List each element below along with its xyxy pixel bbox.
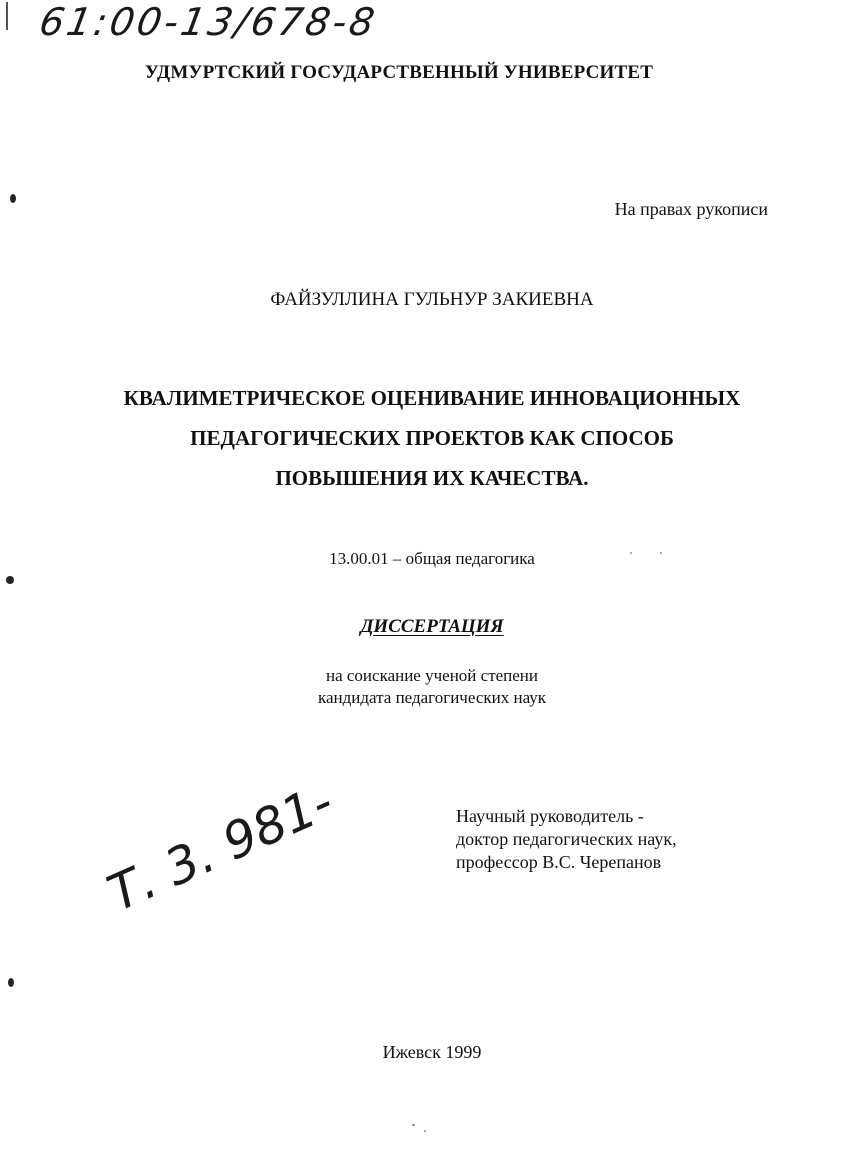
supervisor-line: доктор педагогических наук, <box>456 829 677 849</box>
degree-line: кандидата педагогических наук <box>317 688 547 707</box>
degree-statement <box>0 665 864 709</box>
dissertation-title <box>60 378 804 498</box>
degree-line: на соискание ученой степени <box>325 666 539 685</box>
supervisor-block <box>456 805 677 874</box>
handwritten-inventory-note <box>99 772 342 930</box>
title-line: ПЕДАГОГИЧЕСКИХ ПРОЕКТОВ КАК СПОСОБ <box>190 426 674 450</box>
punch-hole-mark <box>8 978 14 987</box>
city-year: Ижевск 1999 <box>382 1042 482 1062</box>
margin-tick <box>6 2 8 30</box>
document-type-label: ДИССЕРТАЦИЯ <box>360 616 504 637</box>
supervisor-line: Научный руководитель - <box>456 806 644 826</box>
university-heading: УДМУРТСКИЙ ГОСУДАРСТВЕННЫЙ УНИВЕРСИТЕТ <box>144 62 654 83</box>
rights-note: На правах рукописи <box>614 199 768 219</box>
specialty-code: 13.00.01 – общая педагогика <box>329 549 535 568</box>
author-name: ФАЙЗУЛЛИНА ГУЛЬНУР ЗАКИЕВНА <box>270 289 594 310</box>
handwritten-shelf-mark: 61:00-13/678-8 <box>36 0 381 44</box>
scan-speck <box>424 1130 426 1132</box>
supervisor-line: профессор В.С. Черепанов <box>456 852 662 872</box>
inventory-note-text: Т. 3. 981- <box>99 772 342 923</box>
title-line: КВАЛИМЕТРИЧЕСКОЕ ОЦЕНИВАНИЕ ИННОВАЦИОННЫХ <box>123 386 741 410</box>
document-type <box>0 616 864 638</box>
scan-speck <box>412 1124 415 1126</box>
scan-speck <box>660 552 662 554</box>
punch-hole-mark <box>6 576 14 584</box>
title-line: ПОВЫШЕНИЯ ИХ КАЧЕСТВА. <box>275 466 589 490</box>
punch-hole-mark <box>10 194 16 203</box>
scan-speck <box>630 552 632 554</box>
